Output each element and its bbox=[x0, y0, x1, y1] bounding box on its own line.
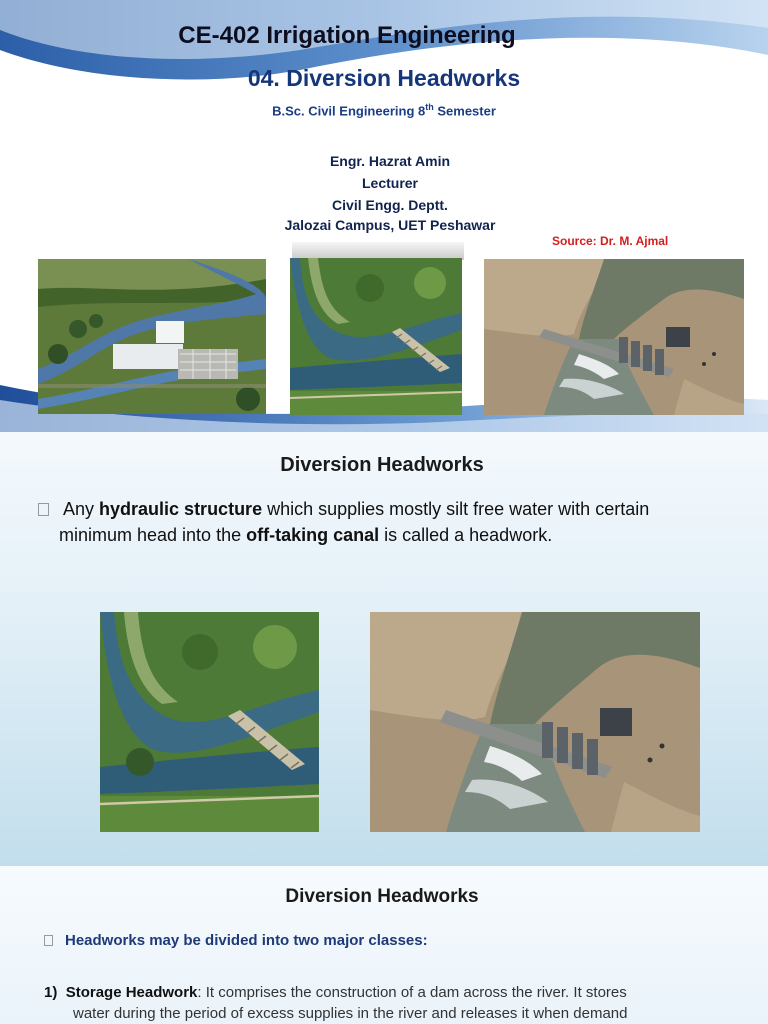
lecture-title: 04. Diversion Headworks bbox=[247, 65, 521, 91]
author-campus: Jalozai Campus, UET Peshawar bbox=[284, 217, 496, 233]
slide3-title: Diversion Headworks bbox=[285, 886, 479, 907]
program-superscript: th bbox=[425, 102, 434, 112]
program-text: B.Sc. Civil Engineering 8 bbox=[272, 103, 426, 119]
definition-line-2 bbox=[38, 522, 758, 548]
term-off-taking-canal: off-taking canal bbox=[246, 525, 380, 545]
storage-headwork-continuation: water during the period of excess supplies in the river and releases it when demand bbox=[73, 1005, 628, 1022]
source-credit: Source: Dr. M. Ajmal bbox=[552, 234, 669, 248]
definition-text-2: which supplies mostly silt free water with certain bbox=[262, 499, 650, 519]
term-storage-headwork: Storage Headwork bbox=[65, 984, 198, 1001]
definition-paragraph bbox=[38, 496, 758, 548]
storage-headwork-text: : It comprises the construction of a dam across the river. It stores bbox=[197, 984, 627, 1001]
definition-text-3: minimum head into the bbox=[59, 525, 247, 545]
item-number: 1) bbox=[44, 984, 58, 1001]
author-department: Civil Engg. Deptt. bbox=[332, 197, 448, 213]
definition-text-4: is called a headwork. bbox=[379, 525, 553, 545]
slide2-title: Diversion Headworks bbox=[280, 454, 484, 476]
storage-headwork-line-1 bbox=[44, 982, 766, 1003]
course-title: CE-402 Irrigation Engineering bbox=[178, 22, 516, 49]
gated-weir-photo bbox=[484, 259, 744, 415]
classification-slide bbox=[0, 866, 768, 1024]
canal-barrage-photo bbox=[290, 258, 462, 415]
classes-bullet bbox=[44, 932, 428, 949]
definition-line-1 bbox=[38, 496, 758, 522]
definition-slide bbox=[0, 432, 768, 866]
definition-text-1: Any bbox=[63, 499, 100, 519]
bullet-box-icon bbox=[44, 935, 53, 946]
canal-barrage-photo-large bbox=[100, 612, 319, 832]
title-slide bbox=[0, 0, 768, 432]
classes-bullet-text: Headworks may be divided into two major classes: bbox=[65, 932, 428, 949]
powerhouse-aerial-photo bbox=[38, 259, 266, 414]
author-block bbox=[250, 150, 530, 234]
term-hydraulic-structure: hydraulic structure bbox=[99, 499, 263, 519]
gated-weir-photo-large bbox=[370, 612, 700, 832]
author-role: Lecturer bbox=[361, 175, 419, 191]
author-name: Engr. Hazrat Amin bbox=[329, 153, 451, 169]
storage-headwork-item bbox=[44, 982, 766, 1024]
program-tail: Semester bbox=[437, 103, 496, 119]
program-line bbox=[0, 102, 768, 118]
bullet-box-icon bbox=[38, 503, 49, 516]
